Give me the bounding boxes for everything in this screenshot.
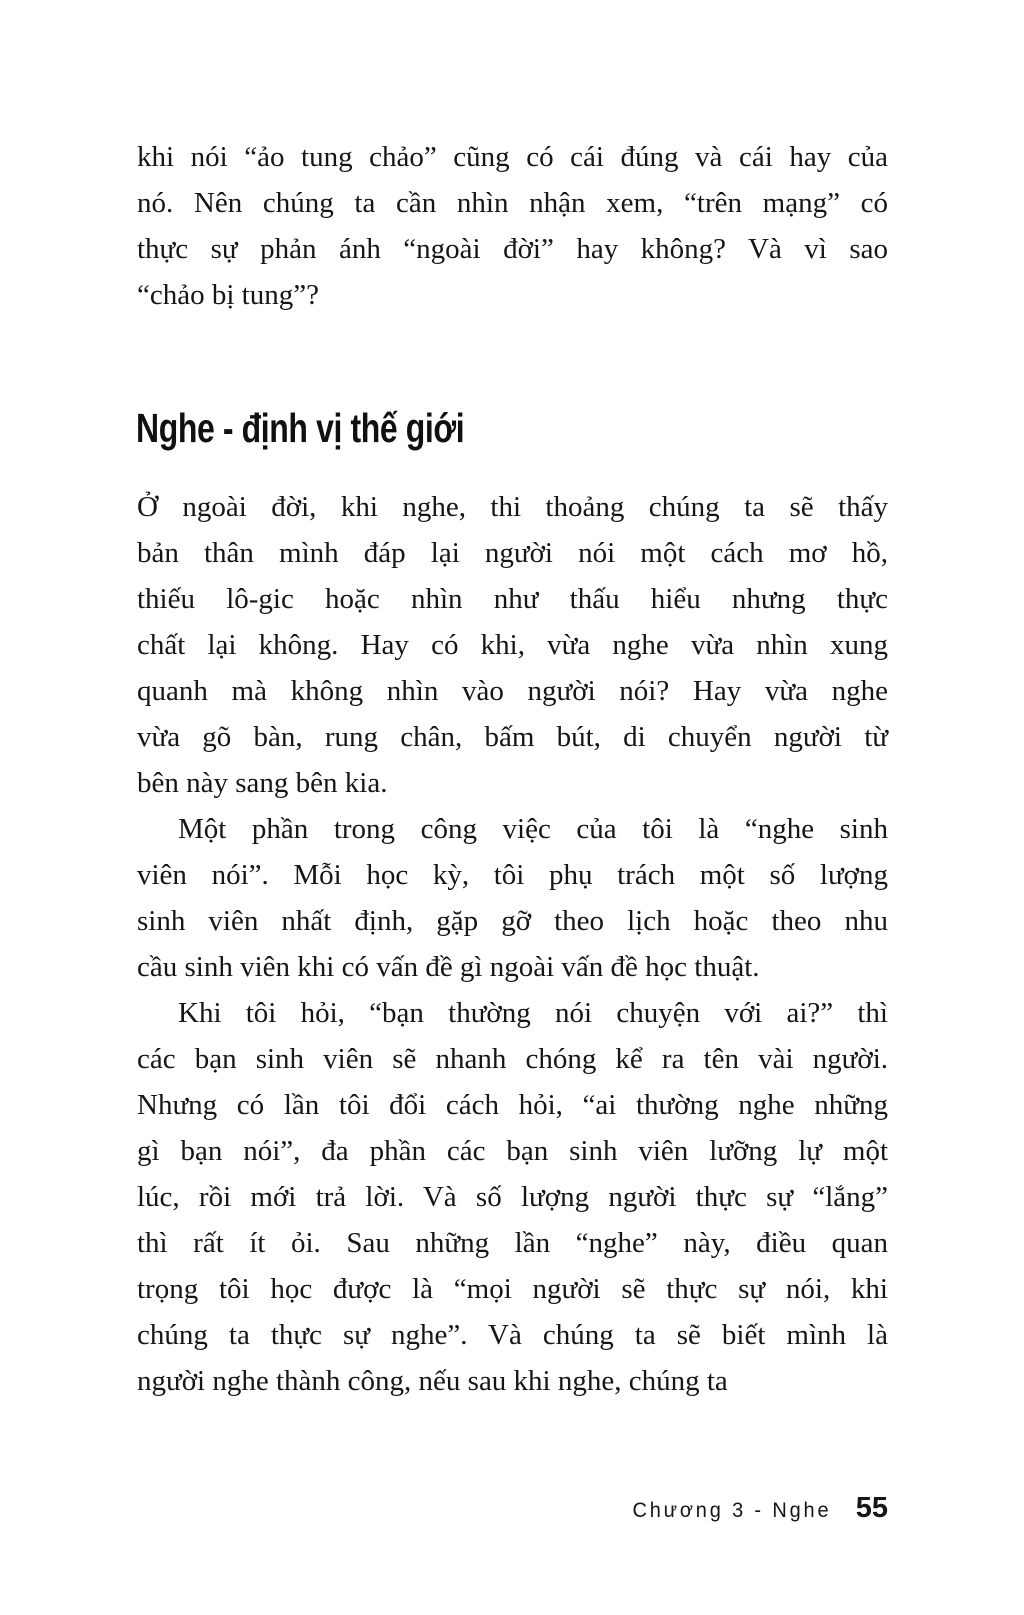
text-line: sinh viên nhất định, gặp gỡ theo lịch hoặc theo nhu [137,905,888,937]
text-line: bản thân mình đáp lại người nói một cách mơ hồ, [137,537,888,569]
body-text-block [137,484,888,1404]
text-line: vừa gõ bàn, rung chân, bấm bút, di chuyển người từ [137,721,888,753]
text-line: nó. Nên chúng ta cần nhìn nhận xem, “trên mạng” có [137,187,888,219]
text-line: chất lại không. Hay có khi, vừa nghe vừa nhìn xung [137,629,888,661]
text-line: người nghe thành công, nếu sau khi nghe, chúng ta [137,1365,728,1397]
text-line: thực sự phản ánh “ngoài đời” hay không? Và vì sao [137,233,888,265]
text-line: bên này sang bên kia. [137,767,388,799]
text-line: cầu sinh viên khi có vấn đề gì ngoài vấn đề học thuật. [137,951,760,983]
text-line: quanh mà không nhìn vào người nói? Hay vừa nghe [137,675,888,707]
text-line: viên nói”. Mỗi học kỳ, tôi phụ trách một số lượng [137,859,888,891]
paragraph-nghe-ngoai-doi [137,484,888,806]
text-line: khi nói “ảo tung chảo” cũng có cái đúng và cái hay của [137,141,888,173]
text-line: Ở ngoài đời, khi nghe, thi thoảng chúng ta sẽ thấy [137,491,888,523]
text-line: các bạn sinh viên sẽ nhanh chóng kể ra tên vài người. [137,1043,888,1075]
chapter-label: Chương 3 - Nghe [632,1499,832,1522]
text-line: thiếu lô-gic hoặc nhìn như thấu hiểu nhưng thực [137,583,888,615]
text-line: thì rất ít ỏi. Sau những lần “nghe” này, điều quan [137,1227,888,1259]
paragraph-cong-viec [137,806,888,990]
text-line: trọng tôi học được là “mọi người sẽ thực sự nói, khi [137,1273,888,1305]
text-line: gì bạn nói”, đa phần các bạn sinh viên lưỡng lự một [137,1135,888,1167]
section-heading-text: Nghe - định vị thế giới [136,405,465,451]
page-number: 55 [855,1492,888,1524]
paragraph-khi-toi-hoi [137,990,888,1404]
text-line: Nhưng có lần tôi đổi cách hỏi, “ai thường nghe những [137,1089,888,1121]
text-line: lúc, rồi mới trả lời. Và số lượng người thực sự “lắng” [137,1181,888,1213]
text-line: Một phần trong công việc của tôi là “nghe sinh [178,813,888,845]
text-line: Khi tôi hỏi, “bạn thường nói chuyện với ai?” thì [178,997,888,1029]
text-line: chúng ta thực sự nghe”. Và chúng ta sẽ biết mình là [137,1319,888,1351]
text-line: “chảo bị tung”? [137,279,319,311]
page-footer [622,1492,888,1525]
section-heading [136,402,557,454]
paragraph-intro-continuation [137,134,888,318]
